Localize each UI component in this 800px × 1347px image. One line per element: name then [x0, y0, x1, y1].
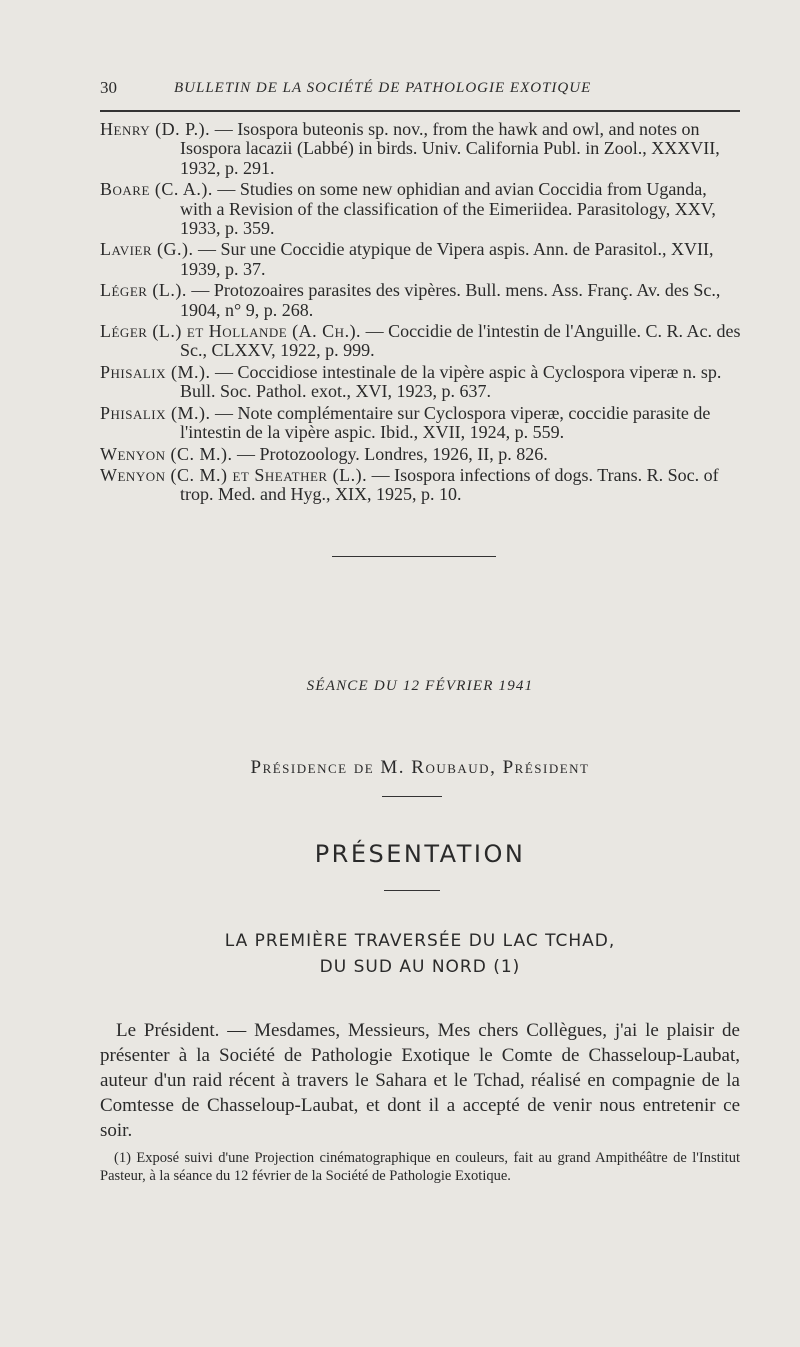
- reference-item: [100, 180, 742, 238]
- reference-item: [100, 240, 742, 279]
- reference-item: [100, 404, 742, 443]
- page-header: [100, 72, 740, 112]
- reference-author: Phisalix (M.).: [100, 402, 211, 423]
- reference-item: [100, 120, 742, 178]
- reference-item: [100, 281, 742, 320]
- reference-text: — Protozoology. Londres, 1926, II, p. 826.: [232, 443, 548, 464]
- reference-text: — Studies on some new ophidian and avian Coccidia from Uganda, with a Revision of the classification of the Eimeriidea. Parasitology, XXV, 1933, p. 359.: [180, 179, 716, 239]
- reference-author: Léger (L.).: [100, 280, 187, 301]
- article-title-line: DU SUD AU NORD (1): [319, 957, 521, 977]
- short-divider: [382, 796, 442, 797]
- footnote: (1) Exposé suivi d'une Projection cinématographique en couleurs, fait au grand Ampithéâtre de l'Institut Pasteur, à la séance du 12 février de la Société de Pathologie Exotique.: [100, 1150, 740, 1184]
- seance-date: SÉANCE DU 12 FÉVRIER 1941: [306, 678, 534, 694]
- running-title: BULLETIN DE LA SOCIÉTÉ DE PATHOLOGIE EXOTIQUE: [174, 80, 592, 96]
- reference-author: Henry (D. P.).: [100, 119, 211, 139]
- reference-list: [100, 120, 742, 507]
- article-title: [100, 928, 740, 980]
- reference-text: — Sur une Coccidie atypique de Vipera aspis. Ann. de Parasitol., XVII, 1939, p. 37.: [180, 239, 714, 279]
- reference-item: [100, 363, 742, 402]
- reference-author: Wenyon (C. M.) et Sheather (L.).: [100, 464, 368, 485]
- reference-text: — Note complémentaire sur Cyclospora viperæ, coccidie parasite de l'intestin de la vipère aspic. Ibid., XVII, 1924, p. 559.: [180, 402, 711, 443]
- body-paragraph: Le Président. — Mesdames, Messieurs, Mes chers Collègues, j'ai le plaisir de présenter à la Société de Pathologie Exotique le Comte de Chasseloup-Laubat, auteur d'un raid récent à travers le Sahara et le Tchad, réalisé en compagnie de la Comtesse de Chasseloup-Laubat, et dont il a accepté de venir nous entretenir ce soir.: [100, 1020, 740, 1141]
- reference-text: — Isospora infections of dogs. Trans. R. Soc. of trop. Med. and Hyg., XIX, 1925, p. 10.: [180, 464, 719, 505]
- reference-item: [100, 445, 742, 464]
- section-title: PRÉSENTATION: [314, 840, 526, 868]
- reference-item: [100, 322, 742, 361]
- presidence-line: Présidence de M. Roubaud, Président: [250, 757, 590, 778]
- reference-text: — Isospora buteonis sp. nov., from the hawk and owl, and notes on Isospora lacazii (Labbé) in birds. Univ. California Publ. in Zool., XXXVII, 1932, p. 291.: [180, 119, 720, 178]
- reference-text: — Coccidie de l'intestin de l'Anguille. C. R. Ac. des Sc., CLXXV, 1922, p. 999.: [180, 321, 741, 361]
- page-number: 30: [100, 78, 117, 97]
- reference-author: Phisalix (M.).: [100, 361, 211, 382]
- short-divider: [384, 890, 440, 891]
- reference-author: Wenyon (C. M.).: [100, 443, 233, 464]
- section-divider: [332, 556, 496, 557]
- reference-author: Lavier (G.).: [100, 239, 194, 260]
- reference-author: Boare (C. A.).: [100, 179, 213, 200]
- article-title-line: LA PREMIÈRE TRAVERSÉE DU LAC TCHAD,: [224, 931, 616, 951]
- reference-item: [100, 466, 742, 505]
- reference-text: — Protozoaires parasites des vipères. Bull. mens. Ass. Franç. Av. des Sc., 1904, n° 9, p. 268.: [180, 280, 721, 320]
- reference-text: — Coccidiose intestinale de la vipère aspic à Cyclospora viperæ n. sp. Bull. Soc. Pathol. exot., XVI, 1923, p. 637.: [180, 361, 722, 402]
- reference-author: Léger (L.) et Hollande (A. Ch.).: [100, 321, 362, 342]
